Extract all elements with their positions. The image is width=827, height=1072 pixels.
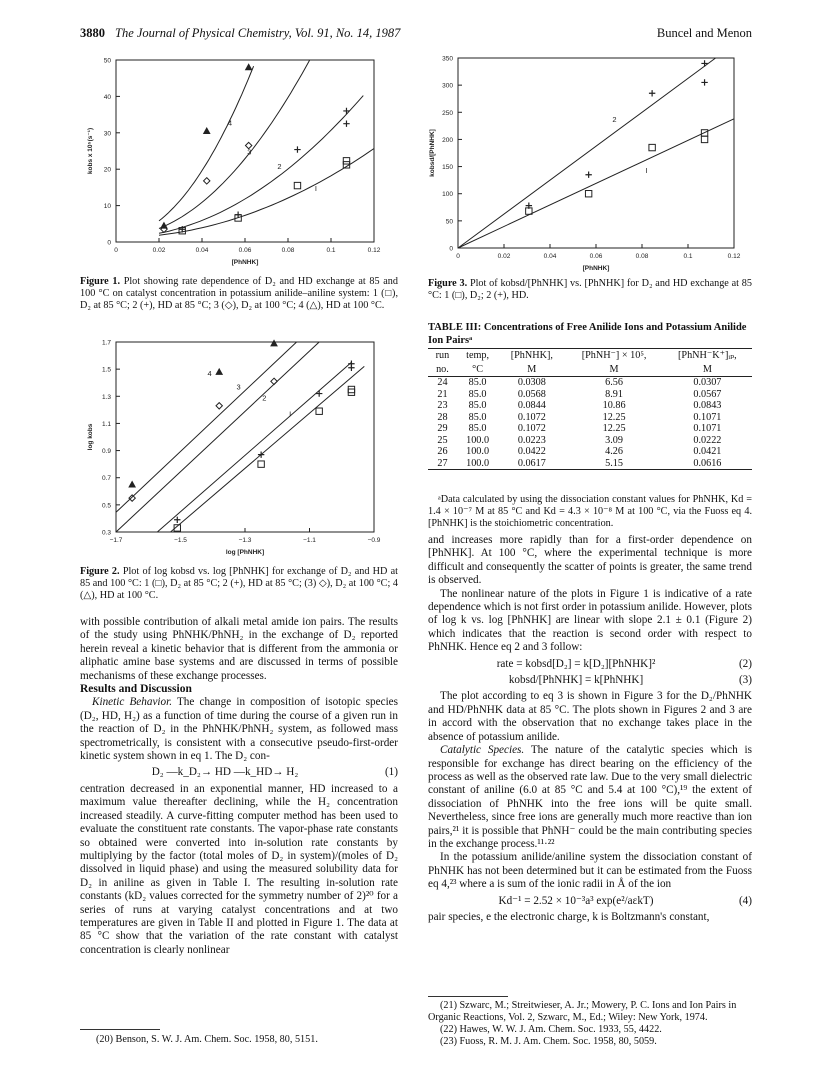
right-paragraph-4-text: The nature of the catalytic species which is responsible for exchange has direct bearing on the efficiency of the process as well as the observed rate law. Due to the very small dielectric constant of aniline (6.0 at 85 °C and 5.4 at 100 °C),¹⁹ the extent of dissociation of PhNHK into the free ions will be quite small. Nevertheless, since free ions are generally much more reactive than ion pairs,²¹ it is possible that PhNH⁻ could be the main contributing species in the exchange process.¹¹·²² xyxy=(428,744,752,850)
x-axis-label: log [PhNHK] xyxy=(225,549,265,556)
footnote-22: (22) Hawes, W. W. J. Am. Chem. Soc. 1933, 55, 4422. xyxy=(440,1024,662,1035)
table-cell: 0.0222 xyxy=(693,434,722,446)
figure-2-caption-label: Figure 2. xyxy=(80,566,120,577)
figure-2-caption-text: Plot of log kobsd vs. log [PhNHK] for exchange of D₂ and HD at 85 and 100 °C: 1 (□), D₂ at 85 °C; 2 (+), HD at 85 °C; (3) ◇), D₂ at 100 °C; 4 (△), HD at 100 °C. xyxy=(80,566,398,601)
curve-label: 4 xyxy=(207,368,212,378)
y-tick-label: 250 xyxy=(442,109,453,117)
y-tick-label: 0.5 xyxy=(101,502,111,510)
y-axis-label: log kobs xyxy=(87,423,94,451)
table-3-header-cell: [PhNH⁻K⁺]ᵢₚ, xyxy=(663,349,752,363)
x-tick-label: 0 xyxy=(114,247,118,254)
equation-2-number: (2) xyxy=(738,657,752,670)
curve-label: I xyxy=(289,409,292,419)
y-tick-label: 10 xyxy=(103,203,111,211)
data-point-square xyxy=(294,182,300,188)
table-row xyxy=(428,446,752,458)
table-row xyxy=(428,377,752,389)
table-cell: 0.0843 xyxy=(693,400,722,411)
data-point-diamond xyxy=(129,495,135,501)
equation-2-body: rate = kobsd[D₂] = k[D₂][PhNHK]² xyxy=(496,657,656,670)
table-cell: 3.09 xyxy=(605,434,623,446)
y-tick-label: 1.3 xyxy=(101,393,111,401)
y-tick-label: 350 xyxy=(442,55,453,63)
table-cell: 29 xyxy=(437,423,448,434)
table-3-header-row xyxy=(428,349,752,363)
x-tick-label: 0 xyxy=(456,253,460,260)
data-point-plus xyxy=(649,90,655,96)
data-point-square xyxy=(701,136,707,142)
series-line-2 xyxy=(159,96,363,234)
x-tick-label: −1.7 xyxy=(109,537,123,544)
table-cell: 12.25 xyxy=(602,423,626,434)
table-3-header-cell: °C xyxy=(457,363,498,377)
curve-label: 3 xyxy=(236,382,241,392)
x-tick-label: 0.02 xyxy=(497,253,511,260)
left-footnote-rule xyxy=(80,1029,160,1030)
y-tick-label: 1.5 xyxy=(101,366,111,374)
data-point-plus xyxy=(701,79,707,85)
table-cell: 0.1071 xyxy=(693,411,722,423)
figure-3-chart xyxy=(428,52,750,274)
table-cell: 0.0421 xyxy=(693,446,722,457)
table-cell: 0.0617 xyxy=(498,458,565,470)
kinetic-behavior-lead: Kinetic Behavior. xyxy=(92,696,173,709)
y-tick-label: 30 xyxy=(103,130,111,138)
series-line-2 xyxy=(458,58,716,248)
y-tick-label: 150 xyxy=(442,164,453,172)
equation-1-number: (1) xyxy=(384,766,398,779)
table-3-header-row xyxy=(428,363,752,377)
table-row xyxy=(428,400,752,412)
y-tick-label: 100 xyxy=(442,191,453,199)
y-axis-label: kobs x 10⁵(s⁻¹) xyxy=(87,127,94,175)
figure-3-caption-label: Figure 3. xyxy=(428,278,468,289)
table-cell: 4.26 xyxy=(605,446,623,457)
x-tick-label: 0.1 xyxy=(683,253,693,260)
left-paragraph-3: centration decreased in an exponential manner, HD increased to a maximum value thereafter declining, while the H₂ concentration increased steadily. A curve-fitting computer method has been used to evaluate the constituent rate constants. The vapor-phase rate constants so obtained were converted into in-solution rate constants by multiplying by the factor (total moles of D₂ in system)/(moles of D₂ dissolved in liquid phase) and using the measured solubility data for D₂ in aniline as given in Table I. The resulting in-solution rate constants (kD₂ values corrected for the symmetry number of 2)²⁰ for a series of runs at varying catalyst concentrations and at two temperatures are given in Table II and plotted in Figure 1. The data at 85 °C show that the variation of the rate constant with catalyst concentration is clearly nonlinear xyxy=(80,782,398,956)
data-point-plus xyxy=(343,108,349,114)
equation-1 xyxy=(80,766,398,779)
y-tick-label: 0 xyxy=(449,245,453,253)
equation-1-body: D₂ —k_D₂→ HD —k_HD→ H₂ xyxy=(151,766,299,779)
y-tick-label: 50 xyxy=(103,57,111,65)
series-line-2 xyxy=(157,362,351,532)
page-number: 3880 xyxy=(80,26,105,40)
table-row xyxy=(428,423,752,435)
series-line-3 xyxy=(116,342,319,532)
right-footnote-rule xyxy=(428,996,508,997)
right-paragraph-1: and increases more rapidly than for a first-order dependence on [PhNHK]. At 100 °C, where the experimental technique is more difficult and consequently the scatter of points is greater, the same trend is observed. xyxy=(428,534,752,587)
table-3-head xyxy=(428,349,752,377)
table-row xyxy=(428,389,752,401)
table-cell: 0.0844 xyxy=(517,400,546,411)
table-cell: 10.86 xyxy=(602,400,626,411)
table-cell: 100.0 xyxy=(457,458,498,470)
table-cell: 85.0 xyxy=(468,400,487,411)
table-cell: 27 xyxy=(428,458,457,470)
x-tick-label: 0.12 xyxy=(367,247,381,254)
data-point-diamond xyxy=(204,178,210,184)
plot-frame xyxy=(116,342,374,532)
table-row xyxy=(428,412,752,424)
right-footnotes xyxy=(428,1000,752,1048)
y-axis-label: kobsd/[PhNHK] xyxy=(429,129,436,177)
x-tick-label: −1.1 xyxy=(303,537,316,544)
x-tick-label: 0.08 xyxy=(281,247,295,254)
right-paragraph-5: In the potassium anilide/aniline system the dissociation constant of PhNHK has not been determined but it can be estimated from the Fuoss eq 4,²³ where a is sum of the ionic radii in Å of the ion xyxy=(428,851,752,891)
table-3-header-cell: [PhNHK], xyxy=(498,349,565,363)
y-tick-label: 0.3 xyxy=(101,529,111,537)
data-point-triangle xyxy=(245,64,251,70)
right-paragraph-6: pair species, e the electronic charge, k is Boltzmann's constant, xyxy=(428,910,710,923)
table-cell: 21 xyxy=(437,388,448,400)
series-line-3 xyxy=(159,60,310,228)
table-3-header-cell: M xyxy=(663,363,752,377)
table-cell: 8.91 xyxy=(605,388,623,400)
series-line-4 xyxy=(159,66,254,221)
y-tick-label: 1.1 xyxy=(101,420,111,428)
data-point-triangle xyxy=(216,369,222,375)
equation-2 xyxy=(428,658,752,671)
data-point-plus xyxy=(343,121,349,127)
table-cell: 85.0 xyxy=(468,423,487,434)
y-tick-label: 0.7 xyxy=(101,475,111,483)
x-tick-label: 0.08 xyxy=(635,253,649,260)
table-3-header-cell: M xyxy=(565,363,662,377)
table-cell: 85.0 xyxy=(468,377,487,388)
y-tick-label: 1.7 xyxy=(101,339,111,347)
footnote-20: (20) Benson, S. W. J. Am. Chem. Soc. 1958, 80, 5151. xyxy=(96,1034,318,1045)
table-cell: 25 xyxy=(437,434,448,446)
x-tick-label: −1.5 xyxy=(174,537,187,544)
section-heading: Results and Discussion xyxy=(80,683,192,696)
data-point-plus xyxy=(585,172,591,178)
figure-1 xyxy=(80,52,400,274)
table-3-footnote: ᵃData calculated by using the dissociation constant values for PhNHK, Kd = 1.4 × 10⁻⁷ M at 85 °C and Kd = 4.3 × 10⁻⁸ M at 100 °C, via the Fuoss eq 4. [PhNHK] is the stoichiometric concentration. xyxy=(428,494,752,529)
y-tick-label: 40 xyxy=(103,93,111,101)
table-cell: 0.0422 xyxy=(517,446,546,457)
table-cell: 0.0307 xyxy=(693,377,722,388)
table-row xyxy=(428,458,752,470)
x-tick-label: 0.02 xyxy=(152,247,166,254)
figure-1-caption-label: Figure 1. xyxy=(80,276,120,287)
figure-3-caption xyxy=(428,278,752,302)
right-paragraph-3: The plot according to eq 3 is shown in Figure 3 for the D₂/PhNHK and HD/PhNHK data at 85 °C. The plots shown in Figures 2 and 3 are in accord with the observation that no exchange takes place in the absence of potassium anilide. xyxy=(428,690,752,743)
table-cell: 0.1071 xyxy=(693,423,722,434)
data-point-plus xyxy=(294,146,300,152)
table-cell: 0.0567 xyxy=(693,388,722,400)
table-cell: 0.0308 xyxy=(517,377,546,388)
figure-3 xyxy=(428,52,750,274)
page-header xyxy=(80,26,752,44)
table-cell: 100.0 xyxy=(466,434,490,446)
table-3-title: TABLE III: Concentrations of Free Anilide Ions and Potassium Anilide Ion Pairsᵃ xyxy=(428,322,747,346)
data-point-square xyxy=(258,461,264,467)
series-line-1 xyxy=(171,366,365,532)
data-point-plus xyxy=(174,517,180,523)
table-cell: 85.0 xyxy=(468,388,487,400)
data-point-square xyxy=(649,144,655,150)
curve-label: 2 xyxy=(277,162,282,172)
table-cell: 26 xyxy=(437,446,448,457)
curve-label: 3 xyxy=(247,147,252,157)
y-tick-label: 0.9 xyxy=(101,448,111,456)
right-paragraph-4 xyxy=(428,744,752,851)
table-cell: 0.1072 xyxy=(517,423,546,434)
table-cell: 6.56 xyxy=(605,377,623,388)
curve-label: 2 xyxy=(262,393,267,403)
data-point-triangle xyxy=(271,340,277,346)
header-left xyxy=(80,26,400,41)
x-tick-label: 0.06 xyxy=(589,253,603,260)
curve-label: I xyxy=(645,166,648,176)
table-cell: 23 xyxy=(437,400,448,411)
table-row xyxy=(428,435,752,447)
data-point-square xyxy=(585,191,591,197)
series-line-4 xyxy=(116,342,297,512)
equation-4-number: (4) xyxy=(738,894,752,907)
data-point-square xyxy=(316,408,322,414)
table-cell: 24 xyxy=(437,377,448,388)
data-point-triangle xyxy=(129,481,135,487)
plot-frame xyxy=(458,58,734,248)
equation-4-body: Kd⁻¹ = 2.52 × 10⁻³a³ exp(e²/aεkT) xyxy=(498,894,654,907)
series-line-1 xyxy=(159,149,374,236)
data-point-plus xyxy=(316,390,322,396)
x-tick-label: 0.04 xyxy=(195,247,209,254)
table-3 xyxy=(428,348,752,470)
figure-1-caption xyxy=(80,276,398,312)
header-authors: Buncel and Menon xyxy=(656,26,752,40)
journal-citation: The Journal of Physical Chemistry, Vol. 91, No. 14, 1987 xyxy=(115,26,401,40)
left-paragraph-1: with possible contribution of alkali metal amide ion pairs. The results of the study using PhNHK/PhNH₂ in the exchange of D₂ reported herein reveal a kinetic behavior that is different from the ammonia or aliphatic amine base systems and are discussed in terms of possible mechanisms of these exchange processes. xyxy=(80,616,398,682)
curve-label: I xyxy=(314,184,317,194)
figure-2-chart xyxy=(80,334,400,562)
x-tick-label: 0.12 xyxy=(727,253,741,260)
table-cell: 0.1072 xyxy=(517,411,546,423)
table-3-body xyxy=(428,377,752,470)
data-point-square xyxy=(343,158,349,164)
footnote-23: (23) Fuoss, R. M. J. Am. Chem. Soc. 1958, 80, 5059. xyxy=(440,1036,657,1047)
x-axis-label: [PhNHK] xyxy=(582,265,610,272)
table-cell: 5.15 xyxy=(565,458,662,470)
data-point-diamond xyxy=(216,403,222,409)
data-point-plus xyxy=(701,60,707,66)
left-column xyxy=(80,616,398,957)
table-cell: 0.0568 xyxy=(517,388,546,400)
left-paragraph-2-text: The change in composition of isotopic species (D₂, HD, H₂) as a function of time during the course of a given run in the reaction of D₂ in the PhNHK/PhNH₂ system, as followed mass spectrometrically, is consistent with a consecutive pseudo-first-order kinetic system shown in eq 1. The D₂ con- xyxy=(80,696,398,763)
x-tick-label: −0.9 xyxy=(367,537,381,544)
data-point-plus xyxy=(348,365,354,371)
equation-3-number: (3) xyxy=(738,674,752,687)
data-point-triangle xyxy=(204,128,210,134)
curve-label: 2 xyxy=(612,115,617,125)
y-tick-label: 20 xyxy=(103,166,111,174)
x-tick-label: −1.3 xyxy=(238,537,252,544)
series-line-1 xyxy=(458,119,734,248)
curve-label: 4 xyxy=(227,118,233,128)
figure-1-chart xyxy=(80,52,400,274)
table-cell: 85.0 xyxy=(468,411,487,423)
table-3-header-cell: no. xyxy=(428,363,457,377)
equation-4 xyxy=(428,895,752,908)
figure-1-caption-text: Plot showing rate dependence of D₂ and HD exchange at 85 and 100 °C on catalyst concentration in potassium anilide–aniline system: 1 (□), D₂ at 85 °C; 2 (+), HD at 85 °C; 3 (◇), D₂ at 100 °C; 4 (△), HD at 100 °C. xyxy=(80,276,398,311)
table-cell: 28 xyxy=(437,411,448,423)
table-3-header-cell: temp, xyxy=(457,349,498,363)
table-3-header-cell: [PhNH⁻] × 10⁵, xyxy=(565,349,662,363)
table-cell: 0.0223 xyxy=(517,434,546,446)
x-tick-label: 0.1 xyxy=(326,247,336,254)
table-cell: 0.0616 xyxy=(663,458,752,470)
y-tick-label: 300 xyxy=(442,82,453,90)
y-tick-label: 200 xyxy=(442,136,453,144)
table-cell: 12.25 xyxy=(602,411,626,423)
table-cell: 100.0 xyxy=(466,446,490,457)
x-tick-label: 0.06 xyxy=(238,247,252,254)
equation-3-body: kobsd/[PhNHK] = k[PhNHK] xyxy=(508,674,644,687)
table-3-header-cell: run xyxy=(428,349,457,363)
x-axis-label: [PhNHK] xyxy=(231,259,259,266)
left-paragraph-2 xyxy=(80,696,398,763)
right-paragraph-2: The nonlinear nature of the plots in Figure 1 is indicative of a rate dependence which is not first order in potassium anilide. However, plots of log k vs. log [PhNHK] are linear with slope 2.1 ± 0.1 (Figure 2) which indicates that the reaction is second order with respect to PhNHK. Hence eq 2 and 3 follow: xyxy=(428,587,752,654)
equation-3 xyxy=(428,674,752,687)
right-column xyxy=(428,534,752,924)
x-tick-label: 0.04 xyxy=(543,253,557,260)
figure-3-caption-text: Plot of kobsd/[PhNHK] vs. [PhNHK] for D₂ and HD exchange at 85 °C: 1 (□), D₂; 2 (+), HD. xyxy=(428,278,752,301)
y-tick-label: 0 xyxy=(107,239,111,247)
figure-2 xyxy=(80,334,400,562)
catalytic-species-lead: Catalytic Species. xyxy=(440,744,525,757)
footnote-21: (21) Szwarc, M.; Streitwieser, A. Jr.; Mowery, P. C. Ions and Ion Pairs in Organic Reactions, Vol. 2, Szwarc, M., Ed.; Wiley: New York, 1974. xyxy=(428,1000,737,1023)
figure-2-caption xyxy=(80,566,398,602)
table-3-header-cell: M xyxy=(498,363,565,377)
y-tick-label: 50 xyxy=(445,218,453,226)
